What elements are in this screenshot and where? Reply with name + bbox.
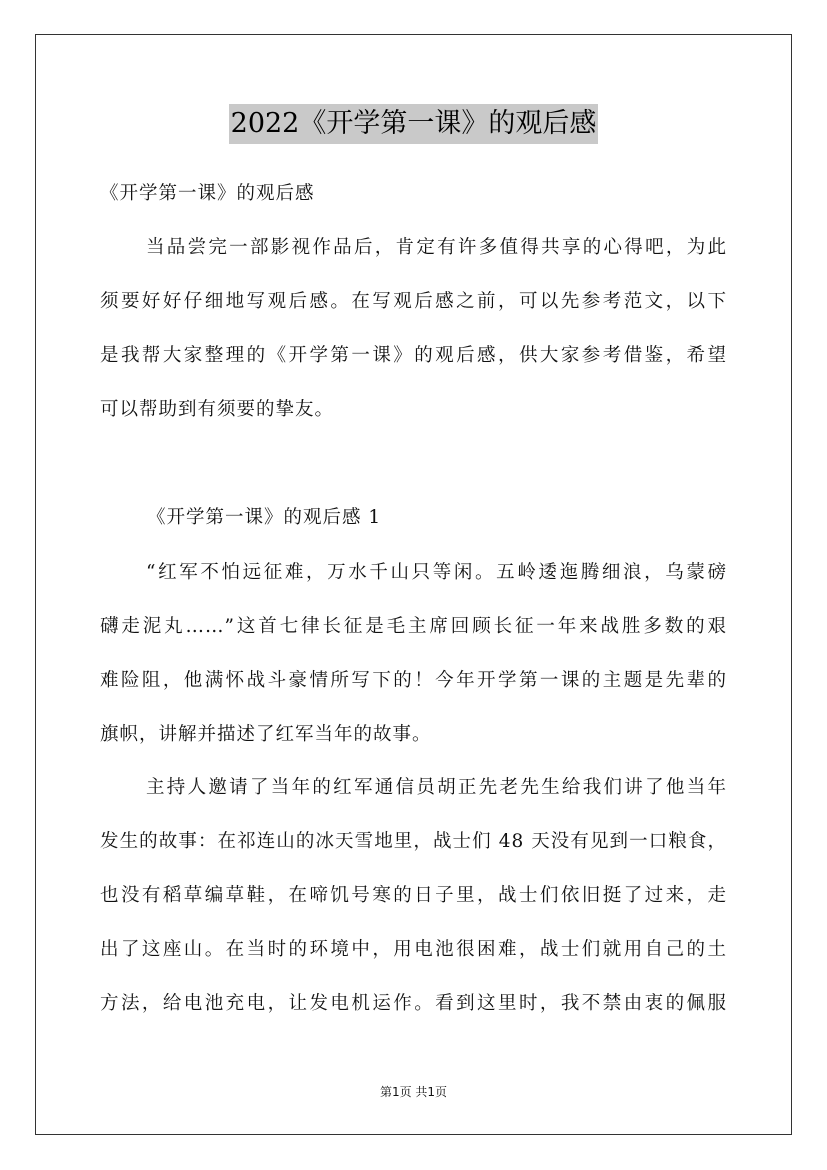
paragraph-line: 难险阻，他满怀战斗豪情所写下的！今年开学第一课的主题是先辈的 xyxy=(100,670,727,691)
body-paragraph-2 xyxy=(100,761,727,1031)
paragraph-line: 主持人邀请了当年的红军通信员胡正先老先生给我们讲了他当年 xyxy=(146,777,727,798)
paragraph-line: 旗帜，讲解并描述了红军当年的故事。 xyxy=(100,724,432,745)
paragraph-line: 须要好好仔细地写观后感。在写观后感之前，可以先参考范文，以下 xyxy=(100,291,727,312)
paragraph-line: 可以帮助到有须要的挚友。 xyxy=(100,399,335,420)
document-title-text: 2022《开学第一课》的观后感 xyxy=(229,104,599,144)
paragraph-line: 方法，给电池充电，让发电机运作。看到这里时，我不禁由衷的佩服 xyxy=(100,993,727,1014)
page-footer: 第1页 共1页 xyxy=(379,1085,448,1099)
paragraph-line: 发生的故事：在祁连山的冰天雪地里，战士们 48 天没有见到一口粮食， xyxy=(100,831,727,852)
paragraph-line: “红军不怕远征难，万水千山只等闲。五岭逶迤腾细浪，乌蒙磅 xyxy=(146,562,727,583)
paragraph-line: 出了这座山。在当时的环境中，用电池很困难，战士们就用自己的土 xyxy=(100,939,727,960)
body-paragraph-1 xyxy=(100,546,727,762)
intro-paragraph xyxy=(100,221,727,437)
paragraph-line: 当品尝完一部影视作品后，肯定有许多值得共享的心得吧，为此 xyxy=(146,237,727,258)
document-subtitle: 《开学第一课》的观后感 xyxy=(100,183,315,204)
paragraph-line: 是我帮大家整理的《开学第一课》的观后感，供大家参考借鉴，希望 xyxy=(100,345,727,366)
paragraph-line: 也没有稻草编草鞋，在啼饥号寒的日子里，战士们依旧挺了过来，走 xyxy=(100,885,727,906)
paragraph-line: 礴走泥丸……”这首七律长征是毛主席回顾长征一年来战胜多数的艰 xyxy=(100,616,727,637)
document-title xyxy=(0,102,827,144)
section-heading: 《开学第一课》的观后感 1 xyxy=(147,507,382,528)
